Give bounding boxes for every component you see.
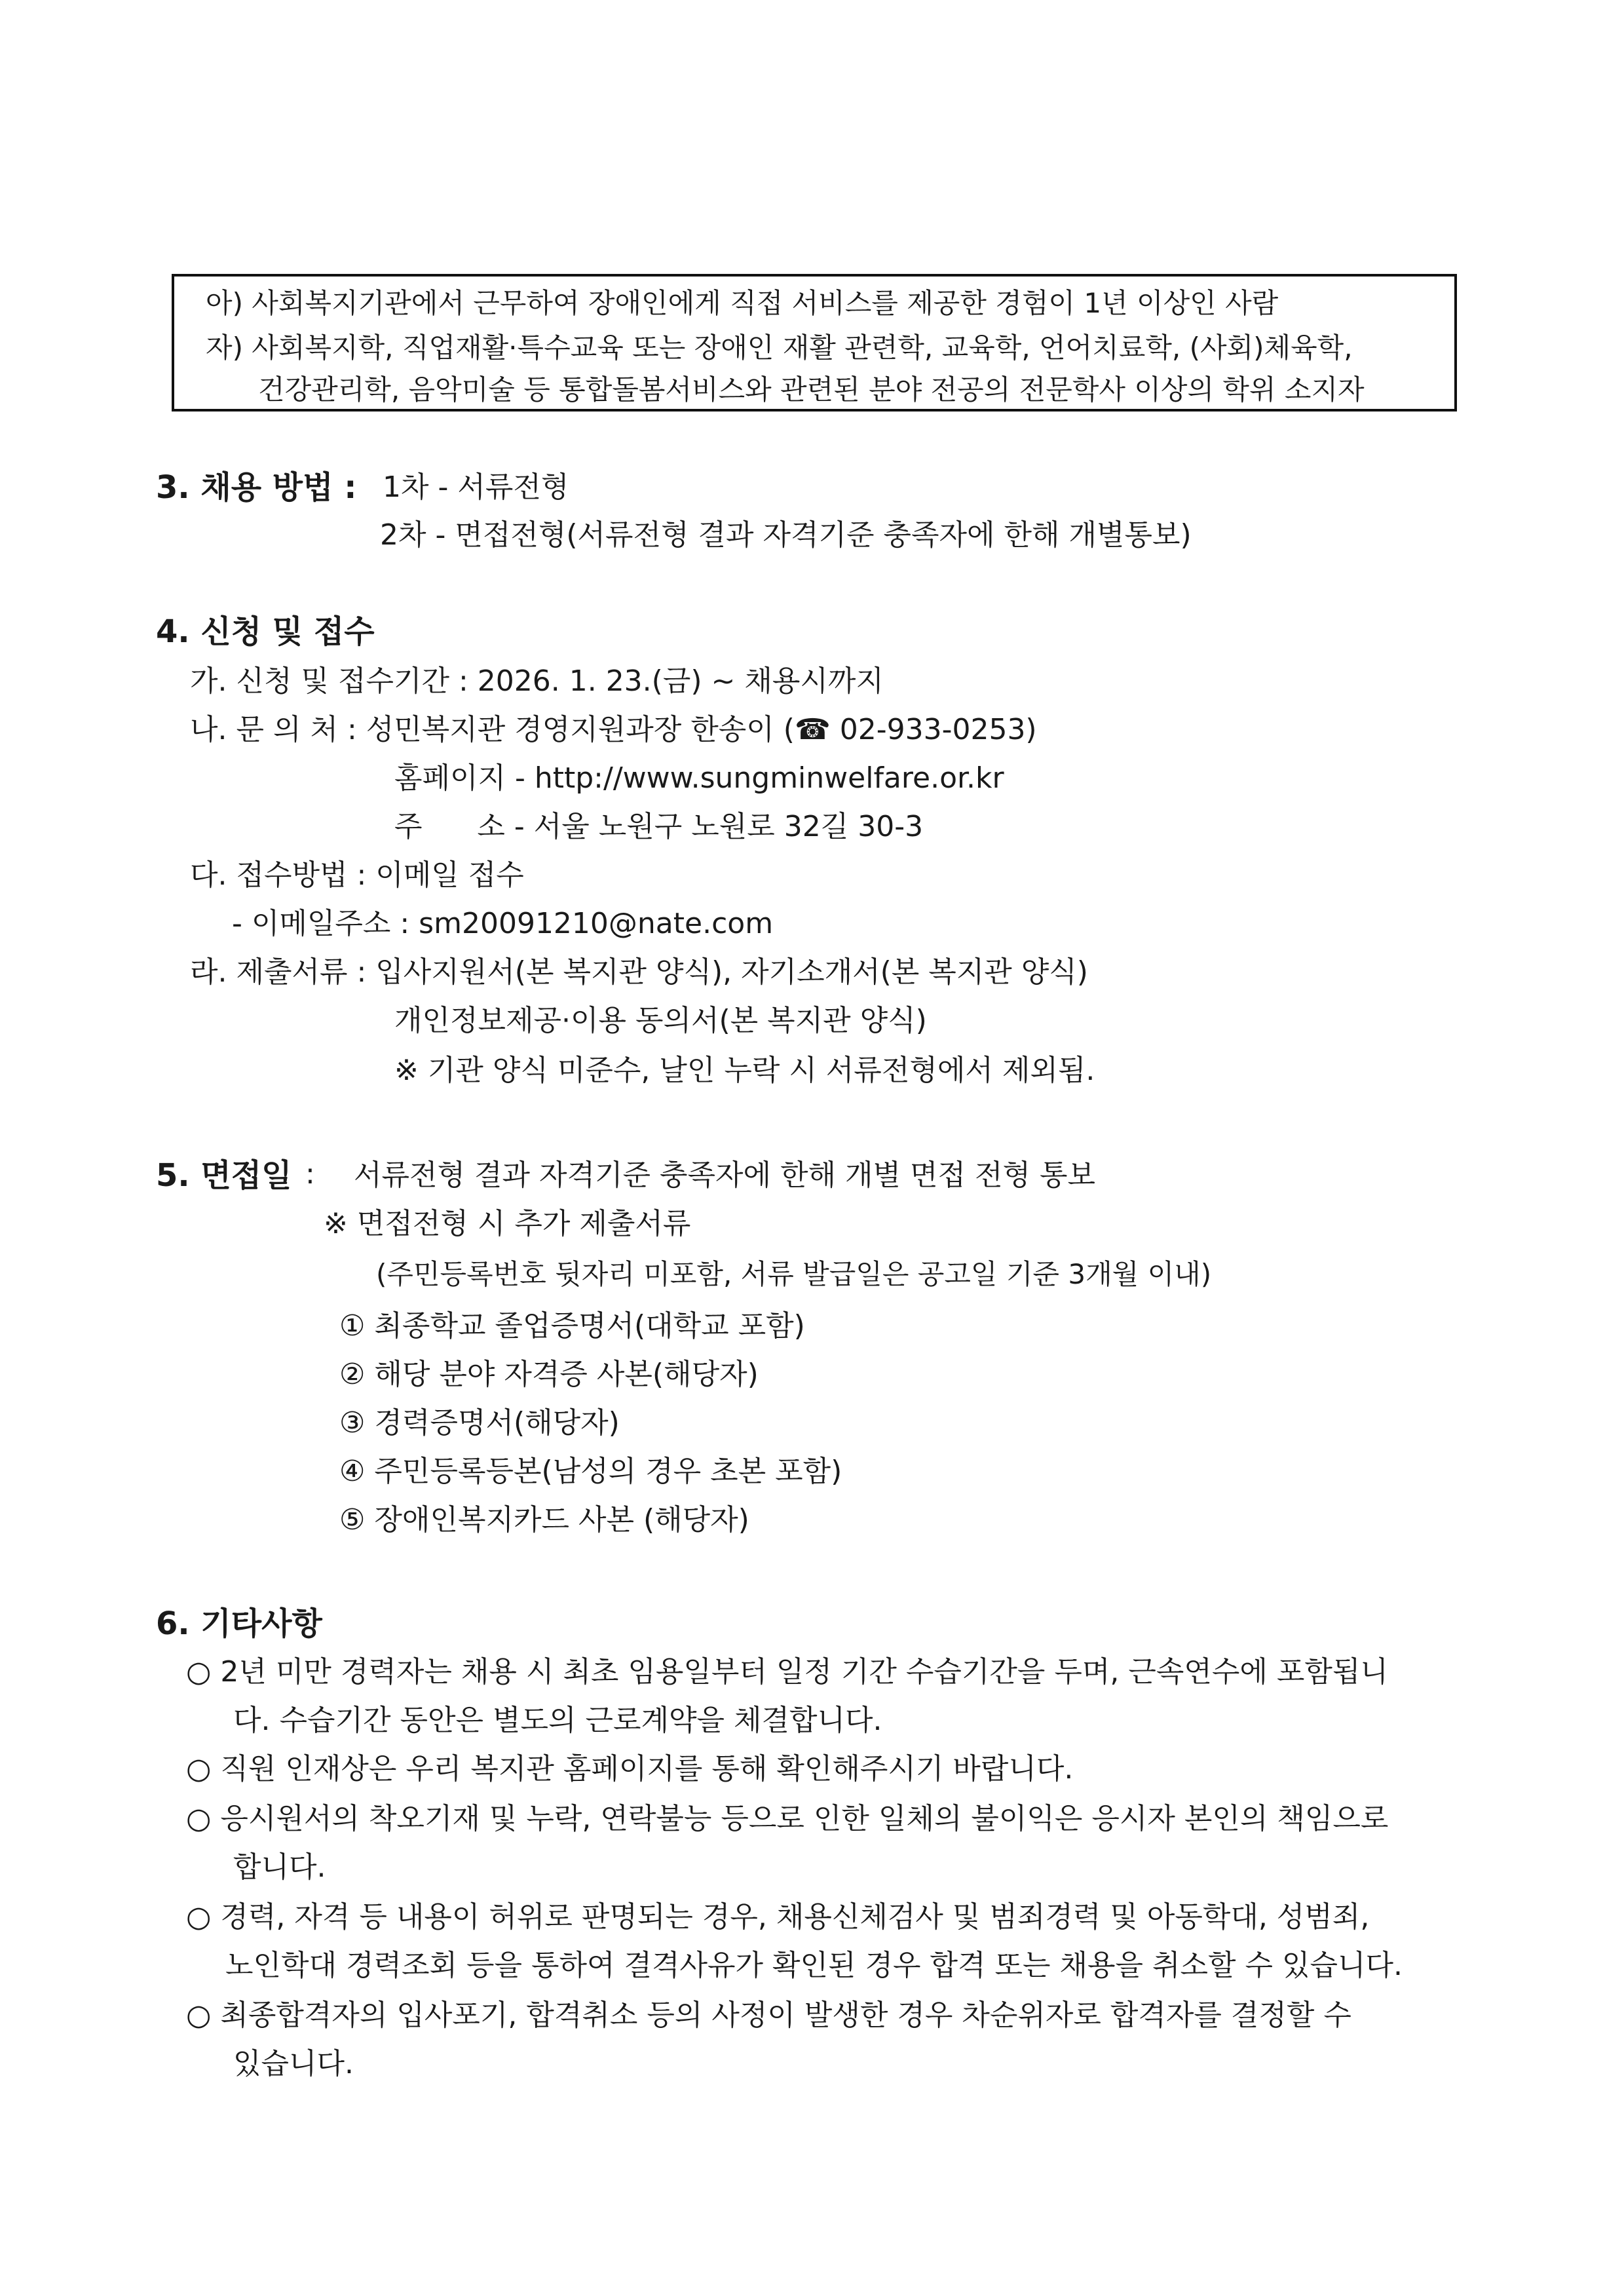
section3-step2: 2차 - 면접전형(서류전형 결과 자격기준 충족자에 한해 개별통보) — [380, 518, 1192, 552]
section5-item: ① 최종학교 졸업증명서(대학교 포함) — [339, 1309, 805, 1343]
section4-documents-2: 개인정보제공·이용 동의서(본 복지관 양식) — [394, 1004, 927, 1037]
section4-homepage: 홈페이지 - http://www.sungminwelfare.or.kr — [394, 761, 1004, 795]
qualification-line-a: 아) 사회복지기관에서 근무하여 장애인에게 직접 서비스를 제공한 경험이 1년 이상인 사람 — [206, 287, 1279, 319]
section4-documents-1: 라. 제출서류 : 입사지원서(본 복지관 양식), 자기소개서(본 복지관 양식) — [190, 955, 1088, 989]
section6-line: ○ 최종합격자의 입사포기, 합격취소 등의 사정이 발생한 경우 차순위자로 합격자를 결정할 수 — [186, 1999, 1351, 2032]
section4-address: 주 소 - 서울 노원구 노원로 32길 30-3 — [394, 810, 924, 843]
section4-contact: 나. 문 의 처 : 성민복지관 경영지원과장 한송이 (☎ 02-933-0253) — [190, 713, 1037, 746]
section4-documents-note: ※ 기관 양식 미준수, 날인 누락 시 서류전형에서 제외됨. — [394, 1054, 1095, 1087]
section6-line: ○ 2년 미만 경력자는 채용 시 최초 임용일부터 일정 기간 수습기간을 두며, 근속연수에 포함됩니 — [186, 1655, 1388, 1689]
section6-heading: 6. 기타사항 — [156, 1605, 322, 1642]
section6-line: 다. 수습기간 동안은 별도의 근로계약을 체결합니다. — [233, 1704, 882, 1737]
section5-text: 서류전형 결과 자격기준 충족자에 한해 개별 면접 전형 통보 — [354, 1158, 1095, 1192]
section5-item: ③ 경력증명서(해당자) — [339, 1406, 620, 1440]
section4-heading: 4. 신청 및 접수 — [156, 613, 375, 650]
section6-line: 노인학대 경력조회 등을 통하여 결격사유가 확인된 경우 합격 또는 채용을 취소할 수 있습니다. — [225, 1949, 1403, 1982]
section5-note: ※ 면접전형 시 추가 제출서류 — [324, 1207, 691, 1240]
section5-note-detail: (주민등록번호 뒷자리 미포함, 서류 발급일은 공고일 기준 3개월 이내) — [376, 1258, 1212, 1290]
section4-email: - 이메일주소 : sm20091210@nate.com — [232, 907, 774, 940]
section6-line: ○ 응시원서의 착오기재 및 누락, 연락불능 등으로 인한 일체의 불이익은 응시자 본인의 책임으로 — [186, 1802, 1389, 1835]
section5-item: ② 해당 분야 자격증 사본(해당자) — [339, 1358, 759, 1391]
section5-heading: 5. 면접일 — [156, 1157, 292, 1194]
section4-method: 다. 접수방법 : 이메일 접수 — [190, 858, 524, 892]
section4-period: 가. 신청 및 접수기간 : 2026. 1. 23.(금) ~ 채용시까지 — [190, 664, 884, 698]
section3-step1: 1차 - 서류전형 — [383, 470, 569, 504]
section6-line: ○ 직원 인재상은 우리 복지관 홈페이지를 통해 확인해주시기 바랍니다. — [186, 1752, 1074, 1786]
section5-item: ④ 주민등록등본(남성의 경우 초본 포함) — [339, 1455, 842, 1488]
section5-item: ⑤ 장애인복지카드 사본 (해당자) — [339, 1503, 749, 1537]
section6-line: ○ 경력, 자격 등 내용이 허위로 판명되는 경우, 채용신체검사 및 범죄경력 및 아동학대, 성범죄, — [186, 1900, 1370, 1934]
section3-heading: 3. 채용 방법 : — [156, 469, 357, 506]
qualification-line-b2: 건강관리학, 음악미술 등 통합돌봄서비스와 관련된 분야 전공의 전문학사 이상의 학위 소지자 — [258, 373, 1365, 406]
section5-colon: : — [305, 1157, 315, 1191]
section6-line: 합니다. — [233, 1850, 326, 1884]
qualification-line-b1: 자) 사회복지학, 직업재활·특수교육 또는 장애인 재활 관련학, 교육학, 언어치료학, (사회)체육학, — [206, 332, 1353, 364]
section6-line: 있습니다. — [233, 2047, 354, 2080]
qualification-box — [172, 274, 1457, 411]
